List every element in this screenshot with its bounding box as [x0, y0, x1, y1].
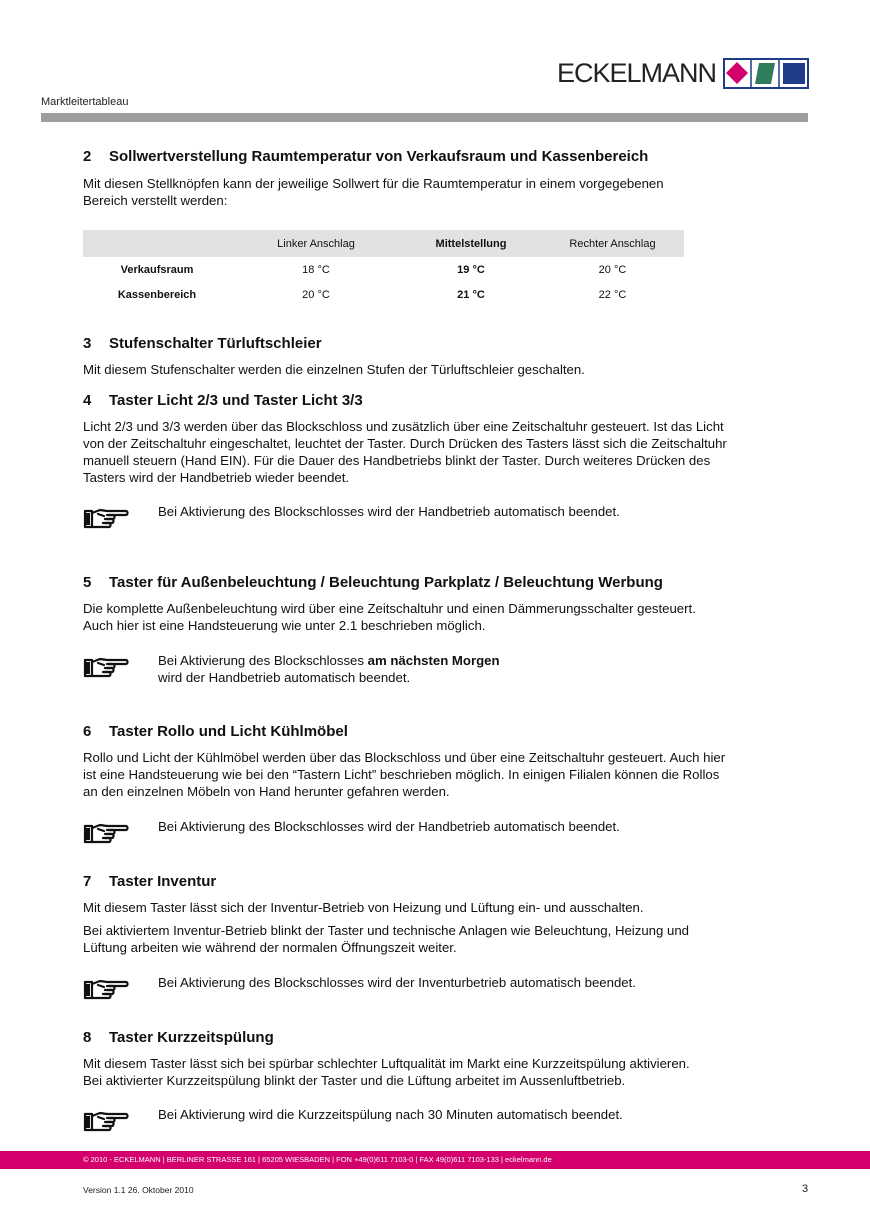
section-8-text: Mit diesem Taster lässt sich bei spürbar schlechter Luftqualität im Markt eine Kurzzeitspülung aktivieren. Bei aktivierter Kurzzeitspülung blinkt der Taster und die Lüftung arbeitet im Aussenluftbetrieb.	[83, 1056, 690, 1088]
section-7-text: Mit diesem Taster lässt sich der Inventur-Betrieb von Heizung und Lüftung ein- und ausschalten.	[83, 900, 644, 915]
section-6-text: Rollo und Licht der Kühlmöbel werden über das Blockschloss und über eine Zeitschaltuhr gesteuert. Auch hier ist eine Handsteuerung wie bei den “Tastern Licht” beschrieben möglich. In einigen Filialen können die Rollos an den einzelnen Möbeln von Hand herunter gefahren werden.	[83, 750, 726, 799]
version-info: Version 1.1 26. Oktober 2010	[83, 1185, 194, 1195]
header-divider-bar	[41, 113, 808, 122]
pointing-hand-icon	[83, 820, 129, 846]
table-cell: 19 °C	[457, 263, 485, 276]
section-4-note: Bei Aktivierung des Blockschlosses wird der Handbetrieb automatisch beendet.	[158, 504, 620, 519]
table-cell: 21 °C	[457, 288, 485, 301]
brand-logo-text: ECKELMANN	[557, 58, 717, 88]
section-5-text: Die komplette Außenbeleuchtung wird über eine Zeitschaltuhr und einen Dämmerungsschalter gesteuert. Auch hier ist eine Handsteuerung wie unter 2.1 beschrieben möglich.	[83, 601, 696, 633]
brand-logo-icon	[723, 58, 809, 89]
column-header: Rechter Anschlag	[541, 230, 684, 257]
column-header: Linker Anschlag	[231, 230, 401, 257]
pointing-hand-icon	[83, 1108, 129, 1134]
row-label: Kassenbereich	[117, 288, 197, 301]
table-header-row	[83, 230, 684, 257]
section-7-note: Bei Aktivierung des Blockschlosses wird der Inventurbetrieb automatisch beendet.	[158, 975, 636, 990]
footer-address-bar: © 2010 - ECKELMANN | BERLINER STRASSE 161 | 65205 WIESBADEN | FON +49(0)611 7103-0 | FAX 49(0)611 7103-133 | eckelmann.de	[0, 1151, 870, 1169]
section-4-heading: 4 Taster Licht 2/3 und Taster Licht 3/3	[83, 392, 363, 409]
section-5-heading: 5 Taster für Außenbeleuchtung / Beleuchtung Parkplatz / Beleuchtung Werbung	[83, 574, 663, 591]
pointing-hand-icon	[83, 976, 129, 1002]
section-2-text: Mit diesen Stellknöpfen kann der jeweilige Sollwert für die Raumtemperatur in einem vorgegebenen Bereich verstellt werden:	[83, 176, 664, 208]
document-label: Marktleitertableau	[41, 96, 129, 108]
table-cell: 20 °C	[302, 288, 330, 301]
row-label: Verkaufsraum	[120, 263, 194, 276]
section-2-heading: 2 Sollwertverstellung Raumtemperatur von Verkaufsraum und Kassenbereich	[83, 148, 649, 165]
table-cell: 20 °C	[598, 263, 627, 276]
section-6-note: Bei Aktivierung des Blockschlosses wird der Handbetrieb automatisch beendet.	[158, 819, 620, 834]
column-header: Mittelstellung	[401, 230, 541, 257]
section-3-heading: 3 Stufenschalter Türluftschleier	[83, 335, 322, 352]
pointing-hand-icon	[83, 654, 129, 680]
section-7-heading: 7 Taster Inventur	[83, 873, 217, 890]
section-5-note: Bei Aktivierung des Blockschlosses am nächsten Morgen wird der Handbetrieb automatisch beendet.	[158, 653, 500, 685]
section-7-text-2: Bei aktiviertem Inventur-Betrieb blinkt der Taster und technische Anlagen wie Beleuchtung, Heizung und Lüftung arbeiten wie während der normalen Öffnungszeit weiter.	[83, 923, 690, 955]
table-row	[83, 257, 684, 282]
table-cell: 18 °C	[302, 263, 330, 276]
section-6-heading: 6 Taster Rollo und Licht Kühlmöbel	[83, 723, 348, 740]
section-8-note: Bei Aktivierung wird die Kurzzeitspülung nach 30 Minuten automatisch beendet.	[158, 1107, 623, 1122]
section-3-text: Mit diesem Stufenschalter werden die einzelnen Stufen der Türluftschleier geschalten.	[83, 362, 585, 377]
table-row	[83, 282, 684, 307]
setpoint-table	[83, 230, 684, 307]
section-4-text: Licht 2/3 und 3/3 werden über das Blockschloss und zusätzlich über eine Zeitschaltuhr gesteuert. Ist das Licht von der Zeitschaltuhr eingeschaltet, leuchtet der Taster. Durch Drücken des Tasters lässt sich die Zeitschaltuhr manuell steuern (Hand EIN). Für die Dauer des Handbetriebs blinkt der Taster. Durch weiteres Drücken des Tasters wird der Handbetrieb wieder beendet.	[83, 419, 727, 485]
pointing-hand-icon	[83, 505, 129, 531]
section-8-heading: 8 Taster Kurzzeitspülung	[83, 1029, 274, 1046]
table-cell: 22 °C	[598, 288, 627, 301]
page-number: 3	[802, 1183, 809, 1195]
